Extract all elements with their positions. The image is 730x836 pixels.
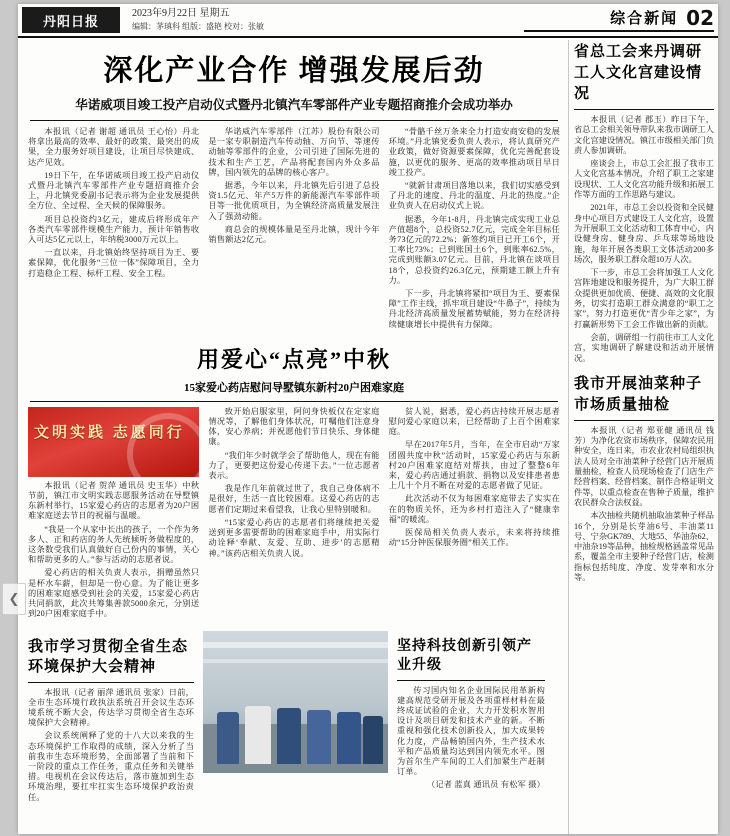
paragraph: 本报讯（记者 贺萍 通讯员 史玉华）中秋节前，镇江市文明实践志愿服务活动在导墅镇东新村举行，15家爱心药店的志愿者为20户困难家庭送去节日的祝福与温暖。 [28,480,200,521]
masthead [18,4,718,38]
paragraph: “就新甘肃项目落地以来，我们切实感受到了丹北的速度、丹北的温度、丹北的热度。”企业负责人在启动仪式上说。 [388,181,560,211]
paragraph: 贫人说，据悉，爱心药店持续开展志愿者慰问爱心家庭以来，已经帮助了上百个困难家庭。 [388,406,560,437]
article4-text-col [397,631,545,794]
paragraph: 下一步，丹北镇将紧扣“项目为王、要素保障”工作主线，抓牢项目建设“牛鼻子”，持续为丹北经济高质量发展蓄势赋能，努力在经济持续健康增长中提供有力保障。 [388,289,560,329]
paragraph: 本报讯（记者 丽萍 通讯员 张家）日前，全市生态环境行政执法系统召开会议生态环境系统不断大会，传达学习贯彻全省生态环境保护大会精神。 [28,687,194,728]
paragraph: “我是一个从家中长出的孩子，一个作为务多人、正和药店的务人先统倾听务做程度的，这条数受我们认真做好自己份内的事情，关心和帮助更多的人。”参与活动的志愿者说。 [28,524,200,565]
worker-figure [307,710,331,764]
masthead-staff: 编辑：茅瑱科 组版：盛艳 校对：张敏 [132,22,264,31]
lead-col-2 [208,127,379,333]
article2-rule [30,401,558,402]
lead-col-1 [28,127,199,333]
worker-figure [277,708,301,764]
article2-columns [24,407,564,623]
paragraph: 座谈会上，市总工会汇报了我市工人文化宫基本情况，介绍了职工之家建设现状、工人文化宫功能升级和拓展工作等方面的工作思路与建议。 [574,159,714,200]
paragraph: “15家爱心药店的志愿者们将继续把关爱送到更多需要帮助的困难家庭手中，用实际行动诠释‘奉献、友爱、互助、进步’的志愿精神。”该药店相关负责人说。 [208,517,380,558]
lead-headline: 深化产业合作 增强发展后劲 [103,55,485,87]
masthead-date: 2023年9月22日 星期五 [132,8,230,19]
factory-photo [203,631,388,773]
article3-block [28,631,194,806]
paragraph: 我是作几年前就过世了，我自己身体病不是很好，生活一直比较困难。这爱心药店的志愿者们定期过来看望我，让我心里特别暖和。 [208,484,380,514]
paragraph: 本报讯（记者 郑亚健 通讯员 钱芳）为净化农资市场秩序，保障农民用种安全，连日来，市农业农村局组织执法人员对全市油菜种子经营门店开展质量抽检，检查人员现场检查了门店生产经营档案、经营档案、制作合格证明文件等，以重点检查在售种子质量，维护农民群众合法权益。 [574,425,714,507]
worker-figure [217,712,239,764]
paragraph: 会议系统阐释了党的十八大以来我的生态环境保护工作取得的成绩，深入分析了当前我市生态环境形势，全面部署了当前和下一阶段的重点工作任务，重点任务和关键举措。电视机在会议传达后，落市施加到生态环境治理，要扛牢扛实生态环境保护政治责任。 [28,731,194,802]
paragraph: 爱心药店的相关负责人表示，捐赠虽然只是杯水车薪，但却是一份心意。为了能让更多的困难家庭感受到社会的关爱，15家爱心药店共同捐款，此次共筹集善款5000余元，分别送到20户困难家庭手中。 [28,568,200,619]
masthead-section-block [610,6,714,30]
article2-col-3 [389,407,560,623]
paragraph: 早在2017年5月，当年，在全市启动“万家团圆共度中秋”活动时，15家爱心药店与东新村20户困难家庭结对帮扶，由过了整整6年来，爱心药店通过捐款、捐物以及安排患者患上几十个月不断在对爱的志愿者做了见证。 [388,440,560,491]
paragraph: 据悉，今年以来，丹北镇先后引进了总投资1.5亿元、年产5万件的新能源汽车零部件项目等一批优质项目，为全镇经济高质量发展注入了强劲动能。 [208,181,380,221]
article2-subheadline: 15家爱心药店慰问导墅镇东新村20户困难家庭 [184,381,404,394]
lead-subheadline: 华诺威项目竣工投产启动仪式暨丹北镇汽车零部件产业专题招商推介会成功举办 [75,98,513,112]
lead-headline-block [24,40,564,113]
chevron-left-icon: ❮ [8,591,20,607]
lead-columns [24,127,564,333]
article4-rule [397,680,545,681]
ceiling-light-beam [203,642,388,648]
paragraph: “骨骼千丝万条来全力打造安商安稳的发展环境。”丹北镇党委负责人表示，将认真研究产业政策，做好资源要素保障，优化完善配套设施，以更优的服务、更高的效率推动项目早日竣工投产。 [388,127,560,177]
paragraph: 华诺威汽车零部件（江苏）股份有限公司是一家专职制造汽车传动轴、万向节、等速传动轴等零部件的企业，公司引进了国际先进的技术和生产工艺，产品将配套国内外众多品牌，国内领先的品牌的核心客户。 [208,127,380,177]
page-number: 02 [686,6,714,30]
paragraph: “我们年少时就学会了帮助他人，现在有能力了，更要把这份爱心传递下去。”一位志愿者表示。 [208,450,380,481]
article4-photo-col [203,631,388,794]
column-separator [568,40,569,834]
paragraph: 商总会的规模体量是至丹北镇，现计今年销售额达2亿元。 [208,224,380,245]
paragraph: 据悉，今年1-8月，丹北镇完成实现工业总产值超8个，总投资52.7亿元，完成全年目标任务73亿元的72.2%；新签约项目已开工6个，开工率比73%；已到账国土6个，到账率62.5%，完成到账额3.07亿元。目前，丹北镇在谈项目18个，总投资约26.3亿元，预期建工额上升有力。 [388,214,560,285]
worker-figure [245,706,271,764]
main-column-area [24,40,564,806]
article2-col-1 [28,407,199,623]
masthead-meta [132,7,264,33]
prev-page-button[interactable] [2,583,26,615]
photo-credit: （记者 蓝真 通讯员 有松军 摄） [426,780,545,790]
paragraph: 一直以来，丹北镇始终坚持项目为王、要素保障，优化服务“三位一体”保障项目，全力打造稳企工程、标杆工程、安全工程。 [28,248,200,278]
paragraph: 致开始启服家里，阿问身快板仅在定家庭情况等，了解他们身体状况，叮嘱他们注意身体，安心养病；并祝愿他们节日快乐、身体健康。 [208,406,380,447]
article3-rule [28,682,194,683]
rail-item2-headline: 我市开展油菜种子市场质量抽检 [574,375,703,413]
banner-image [28,407,199,477]
paragraph: 本报讯（记者 谢超 通讯员 王心怡）丹北将拿出最高的效率、最好的政策、最突出的成果，全力服务好项目建设，让项目尽快建成、达产见效。 [28,127,200,167]
bottom-section [24,631,564,806]
banner-text-line1: 文明实践 志愿同行 [34,424,185,441]
newspaper-page [18,4,718,834]
rail-item1-headline: 省总工会来丹调研工人文化宫建设情况 [574,44,703,102]
article4-headline: 坚持科技创新引领产业升级 [397,638,532,673]
paragraph: 项目总投资约3亿元，建成后将形成年产各类汽车零部件规模生产能力，预计年销售收入可达5亿元以上，年纳税3000万元以上。 [28,214,200,245]
rail-item1-rule [574,109,714,110]
paragraph: 会前，调研组一行前往市工人文化宫，实地调研了解建设和活动开展情况。 [574,332,714,363]
paragraph: 2021年，市总工会以投资和全民健身中心项目方式建设工人文化宫，设置为开展职工文化活动和工体育中心，内设健身房、健身房、乒乓球等场地设施，每年开展各类职工文体活动200多场次，服务职工群众超10万人次。 [574,203,714,264]
paragraph: 下一步，市总工会将加强工人文化宫阵地建设和服务提升，为广大职工群众提供更加优质、便捷、高效的文化服务，切实打造职工群众满意的“职工之家”，努力打造更优“青少年之家”，为打赢新形势下工会工作做出新的贡献。 [574,268,714,329]
paragraph: 本次抽检共随机抽取油菜种子样品16个，分别是长芽油6号、丰油菜11号、宁杂GK789、大地55、华油杂62、中油杂19等品种，抽检规格涵盖常见品系，覆盖全市主要种子经营门店，检测指标包括纯度、净度、发芽率和水分等。 [574,511,714,582]
article2-headline-block [24,343,564,395]
worker-figure [337,712,361,764]
paper-logo: 丹阳日报 [22,7,120,33]
paragraph: 此次活动不仅为每困难家庭带去了实实在在的物质关怀，还为乡村打造注入了“健康幸福”的暖流。 [388,494,560,524]
right-rail [574,40,714,586]
section-name: 综合新闻 [610,11,679,27]
paragraph: 19日下午，在华诺威项目竣工投产启动仪式暨丹北镇汽车零部件产业专题招商推介会上，丹北镇党委副书记表示将为企业发展提供全方位、全过程、全天候的保障服务。 [28,170,200,211]
article4-caption: 传习国内知名企业国际民用革新构建高规范受研开展及各项重样材料在最终成证试验的企业，大力开发积水智用设计及项目研发和技术产业的新。不断重视和强化技术创新投入，加大成果转化力度，产品畅销国内外，生产技术水平和产品质量均达到国内领先水平。图为首尔生产车间的工人们加紧生产赶制订单。 [397,685,545,777]
paragraph: 医保局相关负责人表示，未来将持续推动“15分钟医保服务圈”相关工作。 [388,528,560,548]
lead-col-3 [389,127,560,333]
masthead-rule [524,30,714,32]
article2-headline: 用爱心“点亮”中秋 [196,346,391,372]
article4-block [203,631,560,806]
ceiling-light-beam-2 [203,659,388,663]
page-body [18,40,718,834]
article3-headline: 我市学习贯彻全省生态环境保护大会精神 [28,638,189,675]
lead-rule [30,120,558,121]
article2-col-2 [208,407,379,623]
worker-figure [363,716,383,764]
paragraph: 本报讯（记者 郡玉）昨日下午，省总工会相关领导带队来我市调研工人文化宫建设情况。镇江市级相关部门负责人参加调研。 [574,115,714,155]
rail-item2-rule [574,420,714,421]
